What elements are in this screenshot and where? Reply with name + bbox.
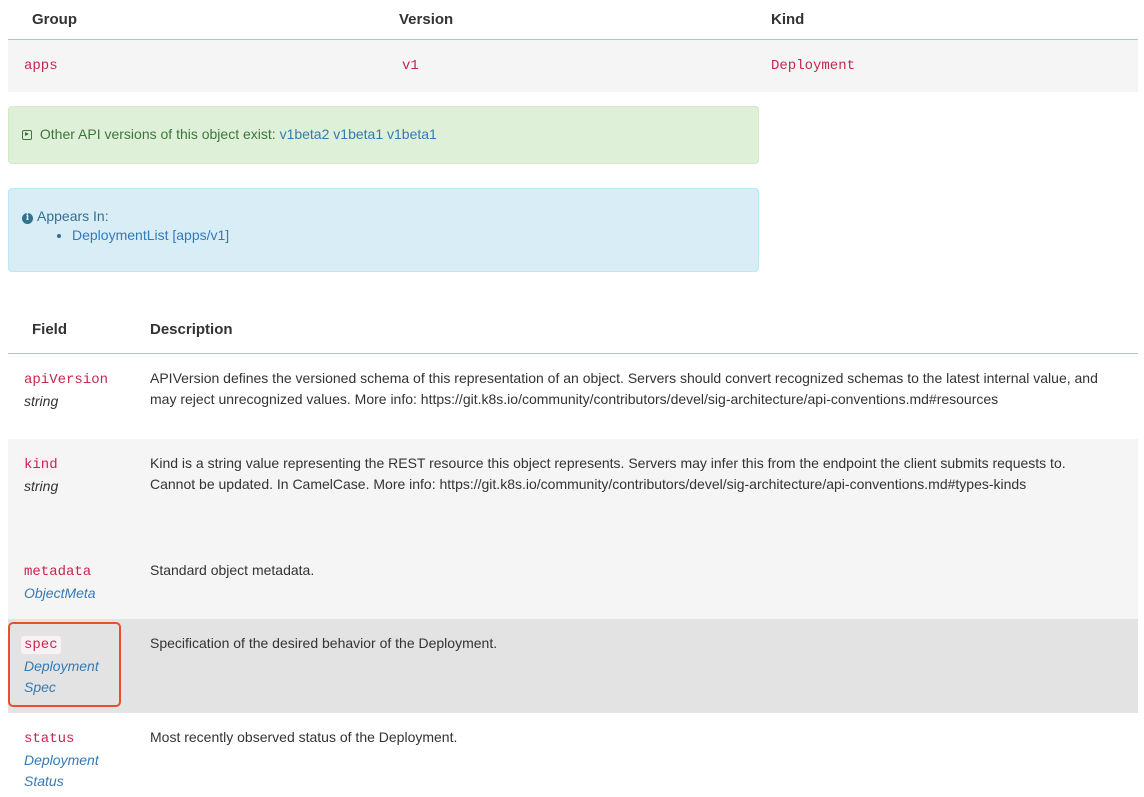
group-header: Group [8, 0, 372, 40]
table-row [8, 619, 1138, 713]
appears-in-alert [8, 188, 759, 272]
field-description: Standard object metadata. [150, 546, 1138, 619]
appears-in-title: Appears In: [37, 208, 109, 224]
version-link-v1beta1-extensions[interactable]: v1beta1 [387, 126, 437, 142]
list-item [72, 227, 758, 243]
table-row [8, 439, 1138, 546]
expand-toggle-icon[interactable] [22, 130, 32, 140]
field-description: Kind is a string value representing the REST resource this object represents. Servers may infer this from the endpoint the client submits requests to. Cannot be updated. In CamelCase. More info: https://git.k8s.io/community/contributors/devel/sig-architecture/api-conventions.md#types-kinds [150, 439, 1138, 546]
fields-header-row [8, 305, 1138, 354]
kind-value: Deployment [741, 40, 1138, 93]
field-description: Specification of the desired behavior of the Deployment. [150, 619, 1138, 713]
field-type-link[interactable] [24, 656, 150, 698]
field-name: kind [21, 456, 61, 474]
description-header: Description [150, 305, 1138, 354]
field-cell [8, 713, 150, 797]
group-value: apps [8, 40, 372, 93]
field-name: status [24, 730, 75, 747]
field-cell [8, 439, 150, 546]
field-type-line: Spec [24, 678, 56, 695]
fields-table [8, 305, 1138, 797]
kind-header: Kind [741, 0, 1138, 40]
group-version-kind-table [8, 0, 1138, 92]
deploymentlist-link[interactable]: DeploymentList [apps/v1] [72, 227, 230, 243]
table-row [8, 354, 1138, 439]
field-description: Most recently observed status of the Deployment. [150, 713, 1138, 797]
gvk-row [8, 40, 1138, 93]
gvk-header-row [8, 0, 1138, 40]
info-icon: i [22, 213, 33, 224]
field-cell [8, 354, 150, 439]
field-description: APIVersion defines the versioned schema of this representation of an object. Servers should convert recognized schemas to the latest internal value, and may reject unrecognized values. More info: https://git.k8s.io/community/contributors/devel/sig-architecture/api-conventions.md#resources [150, 354, 1138, 439]
field-name: metadata [24, 563, 92, 580]
field-cell [8, 619, 150, 713]
field-type-line: Status [24, 772, 64, 789]
table-row [8, 546, 1138, 619]
version-header: Version [372, 0, 741, 40]
appears-in-list [22, 227, 758, 243]
field-type-link[interactable]: ObjectMeta [24, 584, 96, 601]
field-type: string [24, 393, 59, 409]
other-versions-alert [8, 106, 759, 164]
field-type-line: Deployment [24, 751, 99, 768]
other-versions-text: Other API versions of this object exist: [39, 126, 276, 142]
field-type: string [24, 477, 59, 494]
field-header: Field [8, 305, 150, 354]
field-type-link[interactable] [24, 750, 150, 792]
field-type-line: Deployment [24, 657, 99, 674]
field-name: spec [21, 636, 61, 654]
version-link-v1beta1[interactable]: v1beta1 [333, 126, 384, 142]
field-cell [8, 546, 150, 619]
field-name: apiVersion [24, 372, 109, 388]
version-value: v1 [372, 40, 741, 93]
version-link-v1beta2[interactable]: v1beta2 [279, 126, 330, 142]
table-row [8, 713, 1138, 797]
